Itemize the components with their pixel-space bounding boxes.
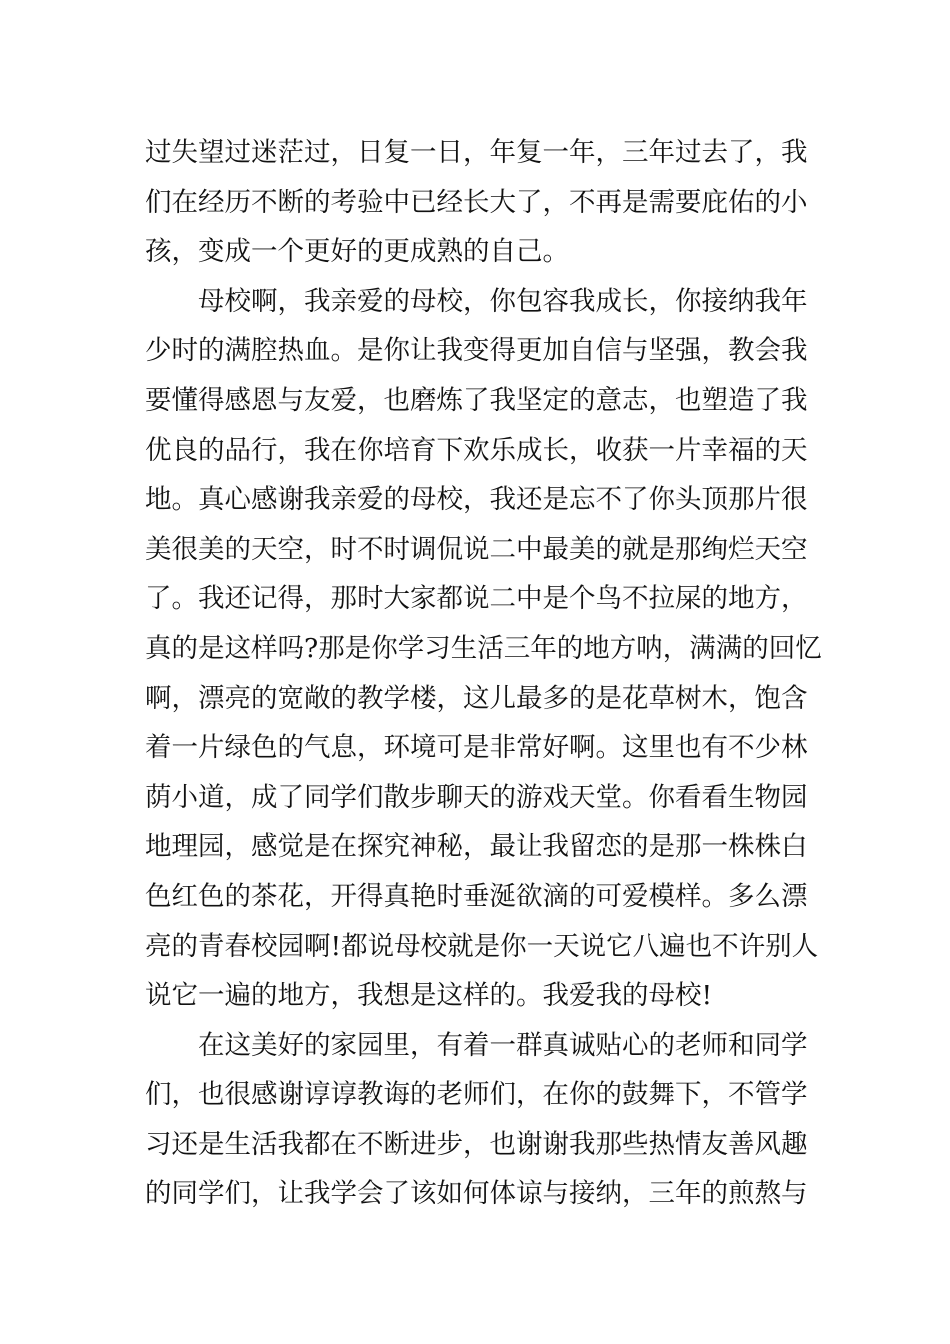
text-line: 们在经历不断的考验中已经长大了，不再是需要庇佑的小 [145, 186, 808, 218]
text-line: 美很美的天空，时不时调侃说二中最美的就是那绚烂天空 [145, 533, 808, 565]
text-line: 们，也很感谢谆谆教诲的老师们，在你的鼓舞下，不管学 [145, 1079, 808, 1111]
text-line: 说它一遍的地方，我想是这样的。我爱我的母校! [145, 980, 713, 1012]
body-text [145, 128, 822, 1219]
text-line: 了。我还记得，那时大家都说二中是个鸟不拉屎的地方， [145, 583, 808, 615]
paragraph-first-line: 母校啊，我亲爱的母校，你包容我成长，你接纳我年 [198, 285, 808, 317]
text-line: 孩，变成一个更好的更成熟的自己。 [145, 236, 569, 268]
paragraph-first-line: 在这美好的家园里，有着一群真诚贴心的老师和同学 [198, 1029, 808, 1061]
text-line: 优良的品行，我在你培育下欢乐成长，收获一片幸福的天 [145, 434, 808, 466]
text-line: 过失望过迷茫过，日复一日，年复一年，三年过去了，我 [145, 137, 808, 168]
text-line: 地。真心感谢我亲爱的母校，我还是忘不了你头顶那片很 [145, 484, 808, 516]
text-line: 荫小道，成了同学们散步聊天的游戏天堂。你看看生物园 [145, 781, 808, 813]
text-line: 亮的青春校园啊!都说母校就是你一天说它八遍也不许别人 [145, 930, 819, 962]
text-line: 真的是这样吗?那是你学习生活三年的地方呐，满满的回忆 [145, 632, 822, 664]
text-line: 少时的满腔热血。是你让我变得更加自信与坚强，教会我 [145, 335, 808, 367]
text-line: 的同学们，让我学会了该如何体谅与接纳，三年的煎熬与 [145, 1178, 808, 1210]
text-line: 啊，漂亮的宽敞的教学楼，这儿最多的是花草树木，饱含 [145, 682, 808, 714]
text-line: 要懂得感恩与友爱，也磨炼了我坚定的意志，也塑造了我 [145, 384, 808, 416]
text-line: 地理园，感觉是在探究神秘，最让我留恋的是那一株株白 [145, 831, 808, 863]
text-line: 着一片绿色的气息，环境可是非常好啊。这里也有不少林 [145, 732, 808, 764]
text-line: 色红色的茶花，开得真艳时垂涎欲滴的可爱模样。多么漂 [145, 880, 808, 912]
text-line: 习还是生活我都在不断进步，也谢谢我那些热情友善风趣 [145, 1128, 808, 1160]
